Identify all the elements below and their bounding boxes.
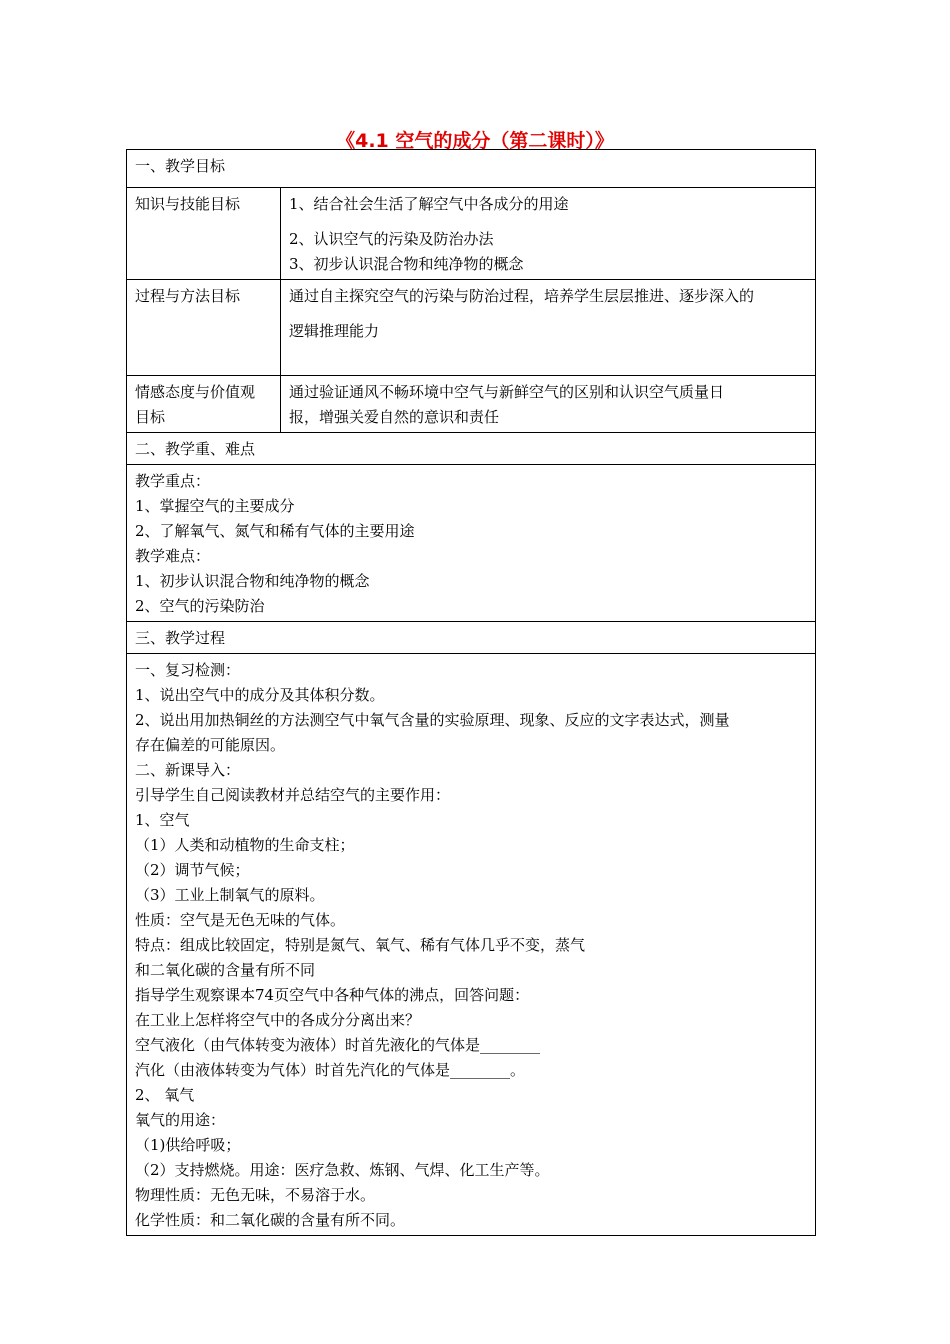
section3-content-row <box>127 654 816 1236</box>
section2-heading: 二、教学重、难点 <box>127 433 816 465</box>
document-title: 《4.1 空气的成分（第二课时）》 <box>336 130 614 152</box>
knowledge-row <box>127 188 816 280</box>
process-content <box>281 280 816 376</box>
section2-line: 教学重点： <box>135 472 211 490</box>
section1-row <box>127 150 816 188</box>
section3-line: （1)供给呼吸； <box>135 1136 241 1154</box>
section2-row <box>127 433 816 465</box>
section3-line: （2）支持燃烧。用途：医疗急救、炼钢、气焊、化工生产等。 <box>135 1161 550 1179</box>
section2-line: 1、初步认识混合物和纯净物的概念 <box>135 572 370 590</box>
emotion-label-2: 目标 <box>135 408 166 426</box>
emotion-row <box>127 376 816 433</box>
section2-line: 教学难点： <box>135 547 211 565</box>
section3-line: 指导学生观察课本74页空气中各种气体的沸点，回答问题： <box>135 986 530 1004</box>
section3-line: 氧气的用途： <box>135 1111 226 1129</box>
knowledge-item-2: 2、认识空气的污染及防治办法 <box>289 230 494 248</box>
knowledge-label: 知识与技能目标 <box>127 188 281 280</box>
section3-line: 存在偏差的可能原因。 <box>135 736 286 754</box>
section3-line: 物理性质：无色无味，不易溶于水。 <box>135 1186 376 1204</box>
section3-line: （2）调节气候； <box>135 861 250 879</box>
section3-line: 汽化（由液体转变为气体）时首先汽化的气体是________。 <box>135 1061 526 1079</box>
section3-line: （1）人类和动植物的生命支柱； <box>135 836 355 854</box>
emotion-text-1: 通过验证通风不畅环境中空气与新鲜空气的区别和认识空气质量日 <box>289 383 725 401</box>
emotion-label-1: 情感态度与价值观 <box>135 383 256 401</box>
section2-line: 2、空气的污染防治 <box>135 597 265 615</box>
knowledge-item-1: 1、结合社会生活了解空气中各成分的用途 <box>289 195 569 213</box>
section3-line: 1、说出空气中的成分及其体积分数。 <box>135 686 385 704</box>
section2-content-row <box>127 465 816 622</box>
process-label: 过程与方法目标 <box>127 280 281 376</box>
section3-line: 性质：空气是无色无味的气体。 <box>135 911 346 929</box>
section3-row <box>127 622 816 654</box>
section3-line: 二、新课导入： <box>135 761 241 779</box>
section1-heading: 一、教学目标 <box>127 150 816 188</box>
section3-line: 引导学生自己阅读教材并总结空气的主要作用： <box>135 786 451 804</box>
section2-content <box>127 465 816 622</box>
section3-line: （3）工业上制氧气的原料。 <box>135 886 325 904</box>
knowledge-content <box>281 188 816 280</box>
process-row <box>127 280 816 376</box>
emotion-content <box>281 376 816 433</box>
section3-line: 1、空气 <box>135 811 190 829</box>
section2-line: 1、掌握空气的主要成分 <box>135 497 295 515</box>
emotion-text-2: 报，增强关爱自然的意识和责任 <box>289 408 500 426</box>
section3-content <box>127 654 816 1236</box>
section3-line: 2、说出用加热铜丝的方法测空气中氧气含量的实验原理、现象、反应的文字表达式，测量 <box>135 711 730 729</box>
section3-line: 化学性质：和二氧化碳的含量有所不同。 <box>135 1211 406 1229</box>
section3-line: 在工业上怎样将空气中的各成分分离出来？ <box>135 1011 421 1029</box>
lesson-plan-table <box>126 149 816 1236</box>
section3-line: 一、复习检测： <box>135 661 241 679</box>
knowledge-item-3: 3、初步认识混合物和纯净物的概念 <box>289 255 524 273</box>
section3-line: 2、 氧气 <box>135 1086 195 1104</box>
section3-line: 和二氧化碳的含量有所不同 <box>135 961 316 979</box>
section3-heading: 三、教学过程 <box>127 622 816 654</box>
section2-line: 2、了解氧气、氮气和稀有气体的主要用途 <box>135 522 415 540</box>
section3-line: 空气液化（由气体转变为液体）时首先液化的气体是________ <box>135 1036 541 1054</box>
emotion-label <box>127 376 281 433</box>
process-text-1: 通过自主探究空气的污染与防治过程，培养学生层层推进、逐步深入的 <box>289 287 755 305</box>
section3-line: 特点：组成比较固定，特别是氮气、氧气、稀有气体几乎不变，蒸气 <box>135 936 586 954</box>
process-text-2: 逻辑推理能力 <box>289 322 380 340</box>
